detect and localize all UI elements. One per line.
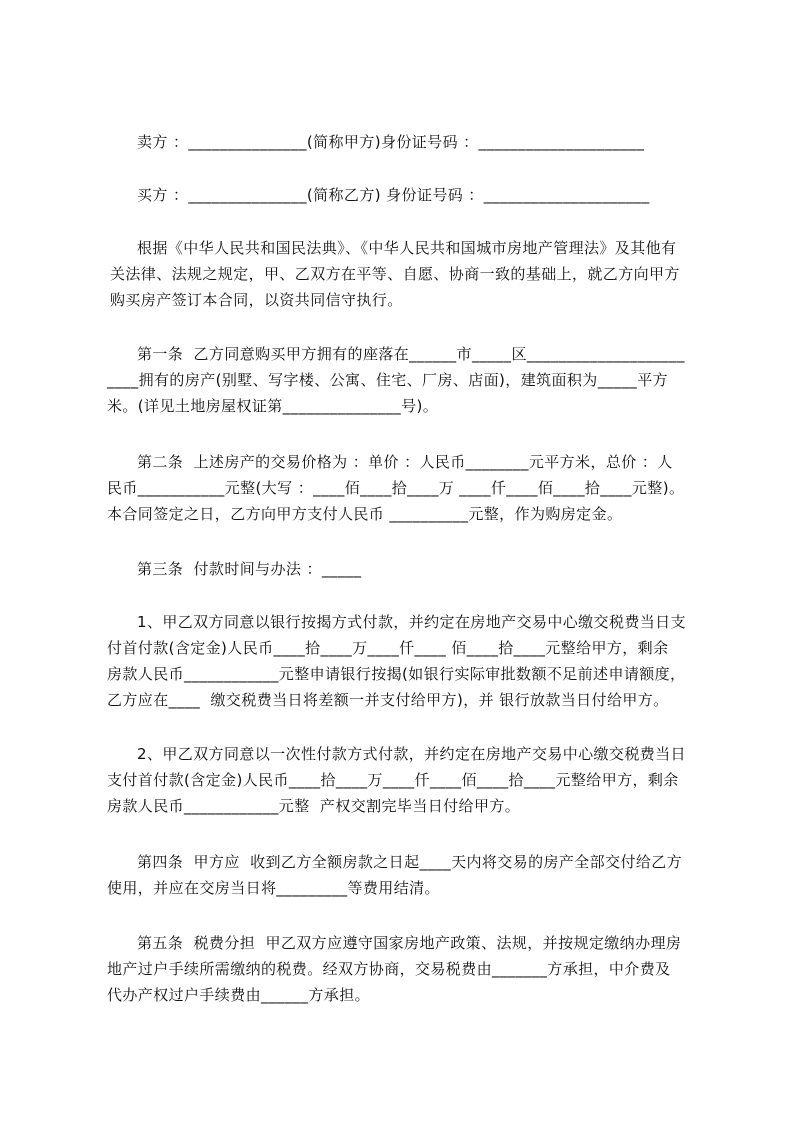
seller-line: 卖方 ：_______________(简称甲方)身份证号码 ：_____________________	[137, 133, 645, 151]
clause-1-line: 付首付款(含定金)人民币____拾____万____仟____ 佰____拾____元整给甲方，剩余	[107, 639, 669, 657]
article-4-line: 第四条 甲方应 收到乙方全额房款之日起____天内将交易的房产全部交付给乙方	[137, 853, 683, 871]
article-1-line: 第一条 乙方同意购买甲方拥有的座落在______市_____区____________________	[137, 345, 685, 363]
article-4-line: 使用，并应在交房当日将_________等费用结清。	[107, 879, 440, 897]
article-3-line: 第三条 付款时间与办法 ：_____	[137, 560, 362, 578]
article-2-line: 民币___________元整(大写 ：____佰____拾____万 ____仟____佰____拾____元整)。	[107, 479, 685, 497]
article-2-line: 第二条 上述房产的交易价格为 ：单价 ：人民币________元平方米，总价 ：人	[137, 453, 673, 471]
buyer-line: 买方 ：_______________(简称乙方) 身份证号码 ：_____________________	[137, 186, 650, 204]
article-1-line: 米。(详见土地房屋权证第_______________号)。	[107, 397, 439, 415]
clause-2-line: 2、甲乙双方同意以一次性付款方式付款，并约定在房地产交易中心缴交税费当日	[137, 745, 686, 763]
article-1-line: ____拥有的房产(别墅、写字楼、公寓、住宅、厂房、店面)，建筑面积为_____平方	[107, 371, 669, 389]
clause-1-line: 1、甲乙双方同意以银行按揭方式付款，并约定在房地产交易中心缴交税费当日支	[137, 613, 686, 631]
preamble-line: 购买房产签订本合同，以资共同信守执行。	[110, 291, 403, 309]
article-2-line: 本合同签定之日，乙方向甲方支付人民币 __________元整，作为购房定金。	[107, 505, 623, 523]
preamble-line: 关法律、法规之规定，甲、乙双方在平等、自愿、协商一致的基础上，就乙方向甲方	[110, 265, 680, 283]
clause-1-line: 房款人民币____________元整申请银行按揭(如银行实际审批数额不足前述申请额度，	[107, 665, 686, 683]
preamble-line: 根据《中华人民共和国民法典》、《中华人民共和国城市房地产管理法》及其他有	[137, 239, 677, 257]
article-5-line: 第五条 税费分担 甲乙双方应遵守国家房地产政策、法规，并按规定缴纳办理房	[137, 934, 682, 952]
clause-2-line: 支付首付款(含定金)人民币____拾____万____仟____佰____拾____元整给甲方，剩余	[107, 771, 679, 789]
article-5-line: 代办产权过户手续费由______方承担。	[107, 986, 371, 1004]
clause-1-line: 乙方应在____ 缴交税费当日将差额一并支付给甲方)，并 银行放款当日付给甲方。	[107, 691, 669, 709]
article-5-line: 地产过户手续所需缴纳的税费。经双方协商，交易税费由_______方承担，中介费及	[107, 960, 671, 978]
clause-2-line: 房款人民币____________元整 产权交割完毕当日付给甲方。	[107, 797, 521, 815]
